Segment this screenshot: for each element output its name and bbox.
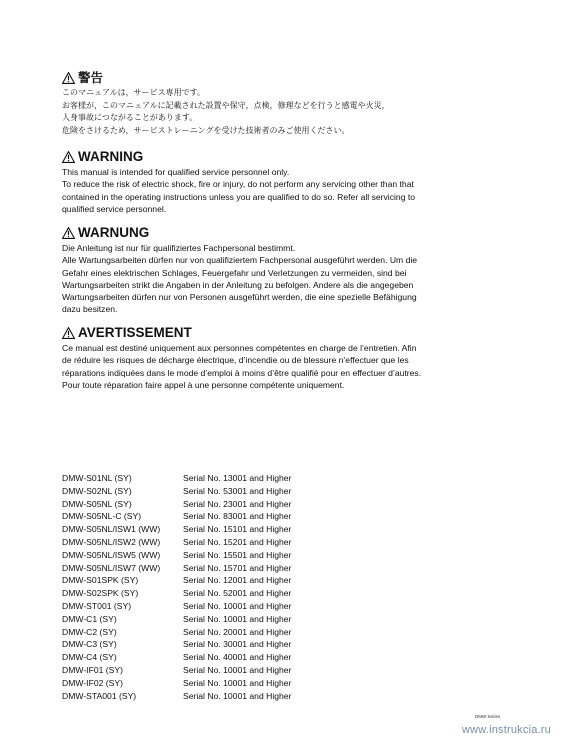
model-number: DMW-S05NL-C (SY) <box>62 511 142 522</box>
model-row <box>62 472 322 485</box>
model-row <box>62 549 322 562</box>
model-row <box>62 536 322 549</box>
model-number: DMW-S05NL (SY) <box>62 498 132 509</box>
serial-range: Serial No. 53001 and Higher <box>183 485 292 496</box>
serial-range: Serial No. 15201 and Higher <box>183 536 292 547</box>
model-number: DMW-S01SPK (SY) <box>62 575 139 586</box>
model-number: DMW-S02NL (SY) <box>62 485 132 496</box>
model-row <box>62 485 322 498</box>
serial-range: Serial No. 15701 and Higher <box>183 562 292 573</box>
warning-text-line: Ce manual est destiné uniquement aux personnes compétentes en charge de l’entretien. Afin <box>62 343 417 353</box>
model-number: DMW-C4 (SY) <box>62 652 117 663</box>
warning-text-line: qualified service personnel. <box>62 203 167 214</box>
serial-range: Serial No. 10001 and Higher <box>183 664 292 675</box>
warning-section-english <box>62 149 462 215</box>
warning-triangle-icon <box>62 227 75 239</box>
model-number: DMW-IF01 (SY) <box>62 664 123 675</box>
serial-range: Serial No. 12001 and Higher <box>183 575 292 586</box>
warning-text-line: Pour toute réparation faire appel à une personne compétente uniquement. <box>62 379 345 390</box>
warning-text-line: de réduire les risques de décharge électrique, d’incendie ou de blessure n’effectuer que les <box>62 355 409 366</box>
serial-range: Serial No. 20001 and Higher <box>183 626 292 637</box>
serial-range: Serial No. 15101 and Higher <box>183 524 292 535</box>
model-row <box>62 523 322 536</box>
model-number: DMW-C2 (SY) <box>62 626 117 637</box>
warning-heading <box>62 225 462 241</box>
warning-text-line: Wartungsarbeiten strikt die Angaben in der Anleitung zu befolgen. Andere als die angegeben <box>62 279 414 290</box>
warning-title: WARNING <box>78 149 144 164</box>
warning-heading <box>62 149 462 165</box>
model-row <box>62 498 322 511</box>
warning-text-line: 危険をさけるため，サービストレーニングを受けた技術者のみご使用ください。 <box>62 125 350 135</box>
warning-text-line: 人身事故につながることがあります。 <box>62 113 198 123</box>
warning-section-french <box>62 325 462 391</box>
warning-title: WARNUNG <box>78 225 150 240</box>
warning-text-line: Die Anleitung ist nur für qualifiziertes Fachpersonal bestimmt. <box>62 243 296 253</box>
model-number: DMW-C3 (SY) <box>62 639 117 650</box>
warning-text-line: Gefahr eines elektrischen Schlages, Feuergefahr und Verletzungen zu vermeiden, sind bei <box>62 267 407 278</box>
model-number: DMW-ST001 (SY) <box>62 600 132 611</box>
serial-range: Serial No. 10001 and Higher <box>183 677 292 688</box>
model-row <box>62 690 322 703</box>
model-row <box>62 638 322 651</box>
serial-range: Serial No. 10001 and Higher <box>183 613 292 624</box>
warning-text-line: dazu besitzen. <box>62 304 118 315</box>
model-number: DMW-S05NL/ISW2 (WW) <box>62 536 161 547</box>
model-number: DMW-STA001 (SY) <box>62 690 137 701</box>
warning-triangle-icon <box>62 72 75 84</box>
warning-text-line: お客様が，このマニュアルに記載された設置や保守，点検，修理などを行うと感電や火災， <box>62 100 390 110</box>
warning-text-line: Wartungsarbeiten dürfen nur von Personen ausgeführt werden, die eine spezielle Befähigung <box>62 292 417 303</box>
warning-title: AVERTISSEMENT <box>78 325 192 340</box>
serial-range: Serial No. 40001 and Higher <box>183 652 292 663</box>
serial-range: Serial No. 10001 and Higher <box>183 600 292 611</box>
model-row <box>62 574 322 587</box>
serial-range: Serial No. 15501 and Higher <box>183 549 292 560</box>
warning-text-line: Alle Wartungsarbeiten dürfen nur von qualifiziertem Fachpersonal ausgeführt werden. Um die <box>62 255 418 266</box>
model-row <box>62 600 322 613</box>
model-number: DMW-S05NL/ISW5 (WW) <box>62 549 161 560</box>
model-row <box>62 587 322 600</box>
warning-title: 警告 <box>78 70 104 85</box>
model-number: DMW-IF02 (SY) <box>62 677 123 688</box>
model-row <box>62 613 322 626</box>
model-row <box>62 562 322 575</box>
model-number: DMW-S02SPK (SY) <box>62 588 139 599</box>
model-number: DMW-S05NL/ISW1 (WW) <box>62 524 161 535</box>
warning-text-line: このマニュアルは，サービス専用です。 <box>62 88 206 97</box>
serial-range: Serial No. 23001 and Higher <box>183 498 292 509</box>
warning-triangle-icon <box>62 327 75 339</box>
serial-range: Serial No. 13001 and Higher <box>183 473 292 483</box>
warning-triangle-icon <box>62 151 75 163</box>
series-label: DMW Series <box>475 714 501 719</box>
model-row <box>62 626 322 639</box>
model-number: DMW-C1 (SY) <box>62 613 117 624</box>
warning-section-german <box>62 225 462 316</box>
watermark-link[interactable]: www.instrukcia.ru <box>462 724 551 736</box>
model-row <box>62 677 322 690</box>
warning-section-japanese <box>62 70 462 137</box>
warning-text-line: contained in the operating instructions unless you are qualified to do so. Refer all servicing to <box>62 191 416 202</box>
model-number: DMW-S01NL (SY) <box>62 473 132 483</box>
model-row <box>62 651 322 664</box>
serial-range: Serial No. 83001 and Higher <box>183 511 292 522</box>
warning-text-line: To reduce the risk of electric shock, fire or injury, do not perform any servicing other than that <box>62 179 414 190</box>
model-row <box>62 510 322 523</box>
warning-text-line: réparations indiquées dans le mode d’emploi à moins d’être qualifié pour en effectuer d’autres. <box>62 367 422 378</box>
model-serial-list <box>62 472 322 702</box>
model-row <box>62 664 322 677</box>
warning-heading <box>62 70 462 86</box>
serial-range: Serial No. 30001 and Higher <box>183 639 292 650</box>
serial-range: Serial No. 52001 and Higher <box>183 588 292 599</box>
model-number: DMW-S05NL/ISW7 (WW) <box>62 562 161 573</box>
serial-range: Serial No. 10001 and Higher <box>183 690 292 701</box>
warning-heading <box>62 325 462 341</box>
warning-text-line: This manual is intended for qualified service personnel only. <box>62 167 290 177</box>
